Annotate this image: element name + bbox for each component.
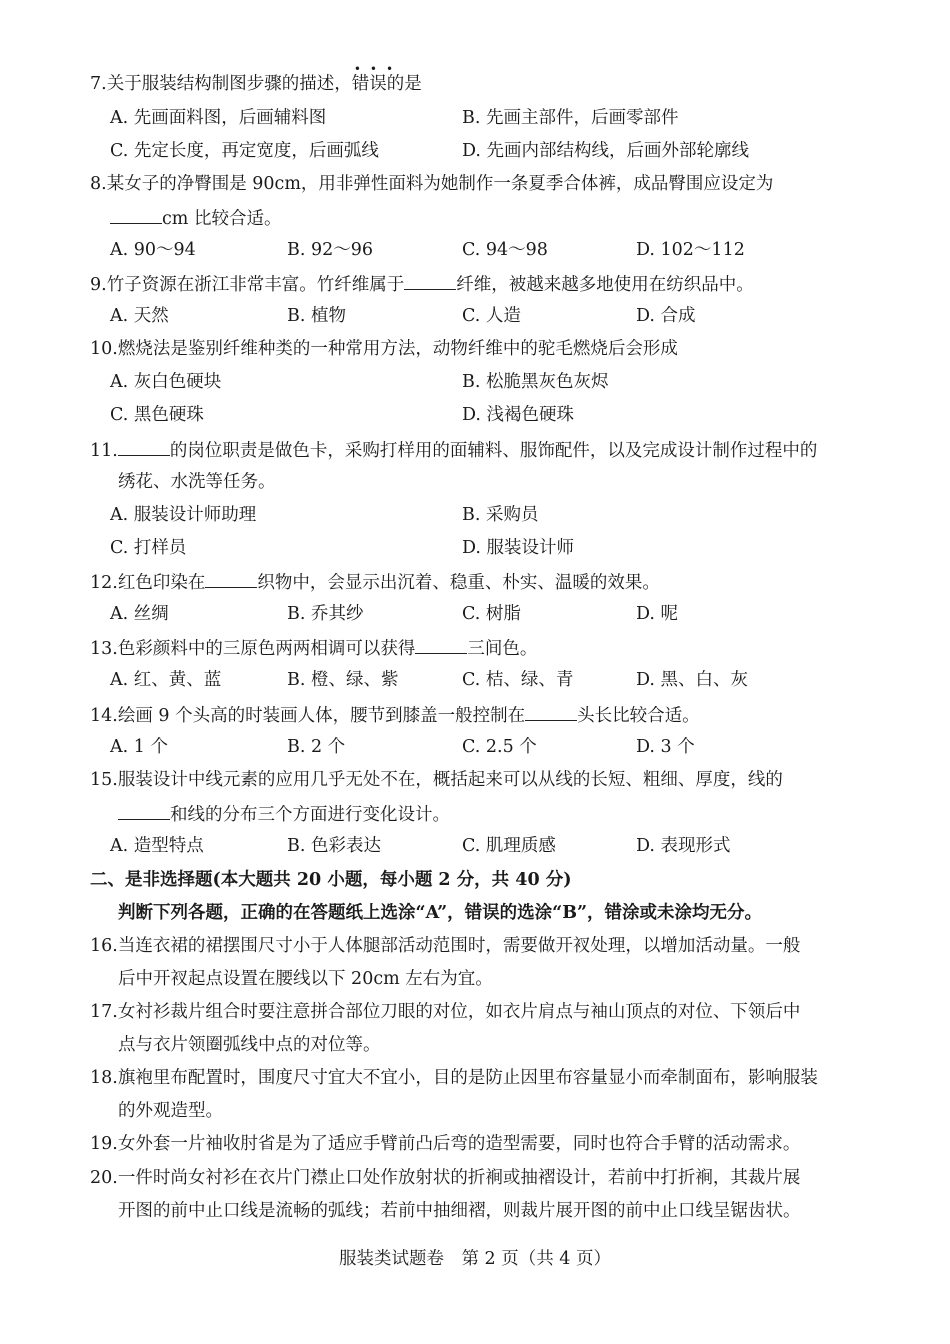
- option-a: A. 红、黄、蓝: [110, 670, 222, 690]
- question-15-stem: 15.服装设计中线元素的应用几乎无处不在，概括起来可以从线的长短、粗细、厚度，线的: [90, 770, 783, 790]
- option-b: B. 橙、绿、紫: [287, 670, 399, 690]
- option-d: D. 合成: [636, 306, 696, 326]
- option-d: D. 102～112: [636, 240, 745, 260]
- option-a: A. 1 个: [110, 737, 168, 757]
- answer-blank: [415, 635, 467, 654]
- question-20-cont: 开图的前中止口线是流畅的弧线；若前中抽细褶，则裁片展开图的前中止口线呈锯齿状。: [118, 1201, 801, 1221]
- section-instruction: 判断下列各题，正确的在答题纸上选涂“A”，错误的选涂“B”，错涂或未涂均无分。: [118, 903, 763, 923]
- question-7-stem: 7.关于服装结构制图步骤的描述， ••• 错误的是: [90, 62, 422, 94]
- option-c: C. 打样员: [110, 538, 187, 558]
- question-18-cont: 的外观造型。: [118, 1101, 223, 1121]
- question-16: 16.当连衣裙的裙摆围尺寸小于人体腿部活动范围时，需要做开衩处理，以增加活动量。一般: [90, 936, 801, 956]
- question-14-stem: 14.绘画 9 个头高的时装画人体，腰节到膝盖一般控制在 头长比较合适。: [90, 702, 700, 728]
- option-b: B. 松脆黑灰色灰烬: [462, 372, 609, 392]
- option-a: A. 先画面料图，后画辅料图: [110, 108, 327, 128]
- option-d: D. 先画内部结构线，后画外部轮廓线: [462, 141, 750, 161]
- answer-blank: [404, 271, 456, 290]
- option-d: D. 服装设计师: [462, 538, 575, 558]
- question-20: 20.一件时尚女衬衫在衣片门襟止口处作放射状的折裥或抽褶设计，若前中打折裥，其裁片展: [90, 1168, 801, 1188]
- section-heading: 二、是非选择题(本大题共 20 小题，每小题 2 分，共 40 分): [90, 870, 572, 890]
- question-12-stem: 12.红色印染在 织物中，会显示出沉着、稳重、朴实、温暖的效果。: [90, 569, 660, 595]
- question-8-stem: 8.某女子的净臀围是 90cm，用非弹性面料为她制作一条夏季合体裤，成品臀围应设定为: [90, 174, 774, 194]
- question-17-cont: 点与衣片领圈弧线中点的对位等。: [118, 1035, 381, 1055]
- option-c: C. 桔、绿、青: [462, 670, 574, 690]
- question-16-cont: 后中开衩起点设置在腰线以下 20cm 左右为宜。: [118, 969, 493, 989]
- option-c: C. 肌理质感: [462, 836, 556, 856]
- option-a: A. 造型特点: [110, 836, 204, 856]
- question-15-stem-cont: 和线的分布三个方面进行变化设计。: [118, 801, 450, 827]
- option-b: B. 色彩表达: [287, 836, 381, 856]
- option-d: D. 3 个: [636, 737, 695, 757]
- option-b: B. 乔其纱: [287, 604, 364, 624]
- option-c: C. 2.5 个: [462, 737, 537, 757]
- option-d: D. 黑、白、灰: [636, 670, 749, 690]
- option-c: C. 树脂: [462, 604, 521, 624]
- answer-blank: [118, 801, 170, 820]
- question-9-stem: 9.竹子资源在浙江非常丰富。竹纤维属于 纤维，被越来越多地使用在纺织品中。: [90, 271, 754, 297]
- option-b: B. 92～96: [287, 240, 374, 260]
- answer-blank: [118, 437, 170, 456]
- option-b: B. 先画主部件，后画零部件: [462, 108, 679, 128]
- question-number: 7.: [90, 74, 107, 94]
- option-c: C. 人造: [462, 306, 521, 326]
- option-a: A. 90～94: [110, 240, 196, 260]
- option-a: A. 丝绸: [110, 604, 169, 624]
- question-19: 19.女外套一片袖收肘省是为了适应手臂前凸后弯的造型需要，同时也符合手臂的活动需求。: [90, 1134, 801, 1154]
- option-b: B. 2 个: [287, 737, 346, 757]
- question-11-stem: 11. 的岗位职责是做色卡，采购打样用的面辅料、服饰配件，以及完成设计制作过程中的: [90, 437, 817, 463]
- option-b: B. 植物: [287, 306, 346, 326]
- question-13-stem: 13.色彩颜料中的三原色两两相调可以获得 三间色。: [90, 635, 537, 661]
- option-c: C. 94～98: [462, 240, 548, 260]
- question-10-stem: 10.燃烧法是鉴别纤维种类的一种常用方法，动物纤维中的驼毛燃烧后会形成: [90, 339, 678, 359]
- page-footer: 服装类试题卷 第 2 页（共 4 页）: [338, 1249, 612, 1269]
- option-d: D. 呢: [636, 604, 679, 624]
- option-c: C. 先定长度，再定宽度，后画弧线: [110, 141, 379, 161]
- question-8-stem-cont: cm 比较合适。: [110, 205, 281, 231]
- answer-blank: [525, 702, 577, 721]
- option-a: A. 服装设计师助理: [110, 505, 257, 525]
- option-c: C. 黑色硬珠: [110, 405, 204, 425]
- question-18: 18.旗袍里布配置时，围度尺寸宜大不宜小，目的是防止因里布容量显小而牵制面布，影响服装: [90, 1068, 818, 1088]
- option-d: D. 浅褐色硬珠: [462, 405, 575, 425]
- option-a: A. 天然: [110, 306, 169, 326]
- answer-blank: [205, 569, 257, 588]
- answer-blank: [110, 205, 162, 224]
- emphasis-text: ••• 错误的: [351, 62, 405, 94]
- option-b: B. 采购员: [462, 505, 539, 525]
- question-17: 17.女衬衫裁片组合时要注意拼合部位刀眼的对位，如衣片肩点与袖山顶点的对位、下领后中: [90, 1002, 801, 1022]
- option-a: A. 灰白色硬块: [110, 372, 222, 392]
- question-11-stem-cont: 绣花、水洗等任务。: [118, 472, 276, 492]
- option-d: D. 表现形式: [636, 836, 731, 856]
